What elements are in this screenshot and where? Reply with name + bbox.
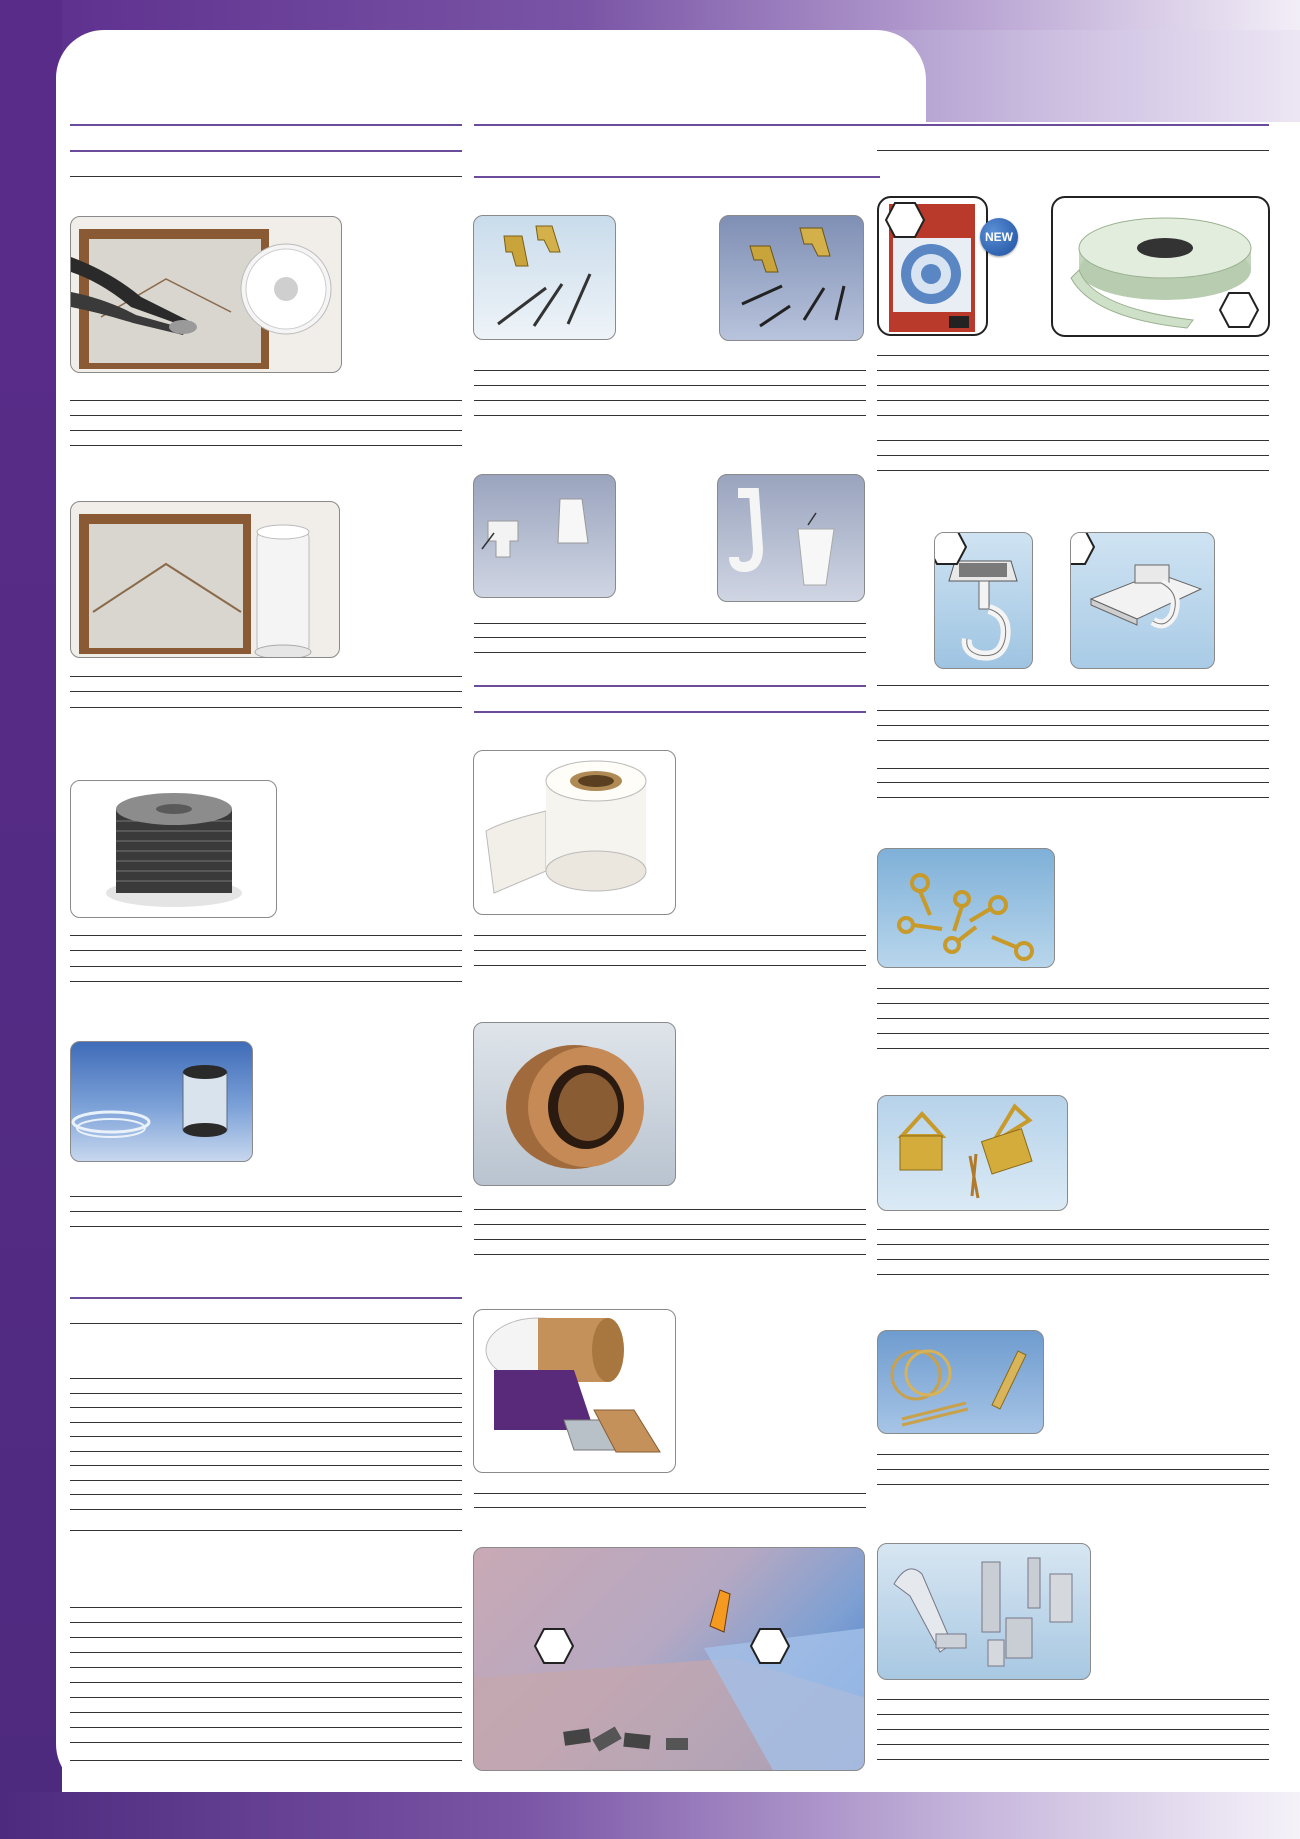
hexagon-number-icon <box>534 1628 574 1664</box>
header-notch <box>816 30 1300 122</box>
product-image-adhesive-hook <box>934 532 1033 669</box>
product-image-wire-spool-frame <box>70 501 340 658</box>
left-purple-band <box>0 0 62 1839</box>
product-image-plastic-hooks-large <box>717 474 865 602</box>
hexagon-number-icon <box>885 202 925 238</box>
product-image-protective-sheet <box>473 1547 865 1771</box>
hexagon-number-icon <box>1219 292 1259 328</box>
new-badge-icon: NEW <box>980 218 1018 256</box>
product-image-plastic-hooks-small <box>473 474 616 598</box>
product-image-steel-wire-reel <box>70 780 277 918</box>
footer-gradient-band <box>0 1792 1300 1839</box>
product-image-brown-tape-roll <box>473 1022 676 1186</box>
product-image-wire-pliers <box>70 216 342 373</box>
product-image-split-rings <box>877 1330 1044 1434</box>
product-image-adhesive-strips-package <box>877 196 988 336</box>
product-image-white-tape-roll <box>473 750 676 915</box>
product-image-nylon-line <box>70 1041 253 1162</box>
hexagon-number-icon <box>750 1628 790 1664</box>
product-image-brass-hooks-single <box>473 215 616 340</box>
product-image-screw-eyes <box>877 848 1055 968</box>
product-image-double-sided-foam-tape <box>1051 196 1270 337</box>
hexagon-number-icon <box>934 532 967 565</box>
hexagon-number-icon <box>1070 532 1095 565</box>
product-image-brass-hooks-double <box>719 215 864 341</box>
product-image-metal-clips <box>877 1543 1091 1680</box>
product-image-tape-dispenser <box>473 1309 676 1473</box>
product-image-triangle-hangers <box>877 1095 1068 1211</box>
product-image-ceiling-hook <box>1070 532 1215 669</box>
